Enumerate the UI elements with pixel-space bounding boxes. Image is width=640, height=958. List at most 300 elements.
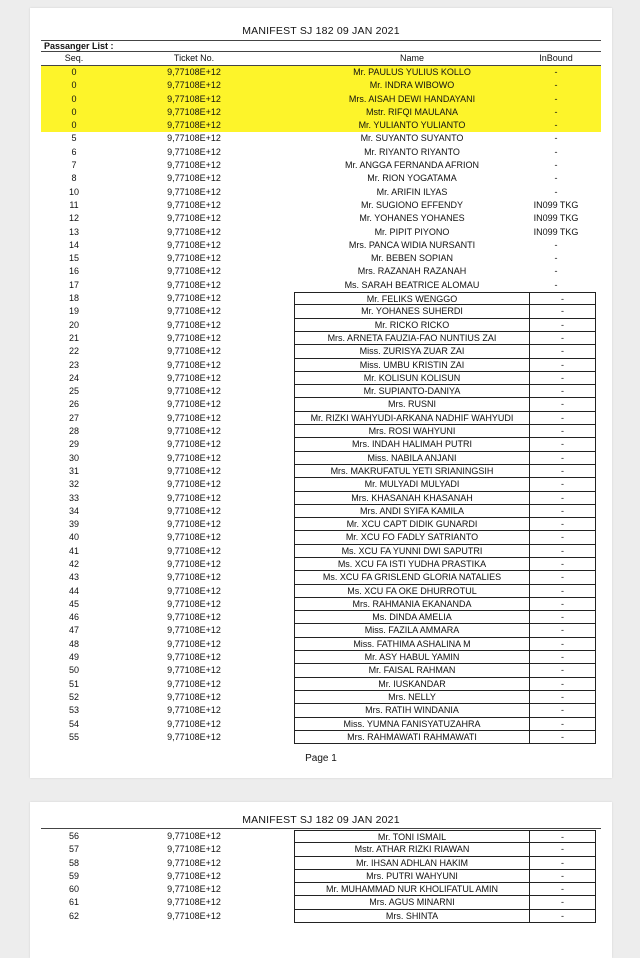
inbound-cell: - xyxy=(530,531,596,544)
table-row xyxy=(41,678,601,691)
seq-cell: 0 xyxy=(71,67,77,77)
inbound-cell: - xyxy=(530,704,596,717)
table-row xyxy=(41,212,601,225)
seq-cell: 56 xyxy=(68,831,79,841)
ticket-cell: 9,77108E+12 xyxy=(167,652,221,663)
name-cell: Mrs. RAHMAWATI RAHMAWATI xyxy=(294,731,530,744)
ticket-cell: 9,77108E+12 xyxy=(167,332,221,343)
seq-cell: 59 xyxy=(68,870,79,881)
ticket-cell: 9,77108E+12 xyxy=(167,598,221,609)
inbound-cell: - xyxy=(530,359,596,372)
table-row xyxy=(41,319,601,332)
ticket-cell: 9,77108E+12 xyxy=(167,479,221,490)
name-cell: Mrs. NELLY xyxy=(294,691,530,704)
name-cell: Ms. SARAH BEATRICE ALOMAU xyxy=(344,279,480,290)
seq-cell: 0 xyxy=(71,93,77,104)
inbound-cell: - xyxy=(530,870,596,883)
inbound-cell: - xyxy=(530,425,596,438)
table-row xyxy=(41,93,601,106)
name-cell: Mrs. KHASANAH KHASANAH xyxy=(294,492,530,505)
name-cell: Mstr. RIFQI MAULANA xyxy=(365,106,458,117)
ticket-cell: 9,77108E+12 xyxy=(167,80,221,91)
table-row xyxy=(41,172,601,185)
inbound-cell: - xyxy=(530,452,596,465)
table-row xyxy=(41,731,601,744)
seq-cell: 6 xyxy=(71,146,77,157)
inbound-cell: - xyxy=(530,492,596,505)
name-cell: Mrs. AISAH DEWI HANDAYANI xyxy=(348,93,476,104)
name-cell: Ms. XCU FA ISTI YUDHA PRASTIKA xyxy=(294,558,530,571)
name-cell: Mrs. RAZANAH RAZANAH xyxy=(357,266,467,277)
inbound-cell: - xyxy=(530,305,596,318)
inbound-cell: - xyxy=(554,279,558,290)
ticket-cell: 9,77108E+12 xyxy=(167,705,221,716)
name-cell: Mr. RIZKI WAHYUDI-ARKANA NADHIF WAHYUDI xyxy=(294,412,530,425)
inbound-cell: - xyxy=(530,478,596,491)
table-row xyxy=(41,345,601,358)
header-name: Name xyxy=(399,53,424,63)
ticket-cell: 9,77108E+12 xyxy=(167,678,221,689)
name-cell: Ms. XCU FA OKE DHURROTUL xyxy=(294,585,530,598)
inbound-cell: - xyxy=(554,80,558,91)
inbound-cell: - xyxy=(530,731,596,744)
ticket-cell: 9,77108E+12 xyxy=(167,120,221,131)
name-cell: Mr. FELIKS WENGGO xyxy=(294,292,530,305)
name-cell: Miss. NABILA ANJANI xyxy=(294,452,530,465)
table-row xyxy=(41,398,601,411)
inbound-cell: - xyxy=(530,830,596,843)
inbound-cell: - xyxy=(530,385,596,398)
seq-cell: 0 xyxy=(71,80,77,91)
table-row xyxy=(41,611,601,624)
seq-cell: 29 xyxy=(68,439,79,450)
ticket-cell: 9,77108E+12 xyxy=(167,870,221,881)
ticket-cell: 9,77108E+12 xyxy=(167,519,221,530)
seq-cell: 49 xyxy=(68,652,79,663)
inbound-cell: - xyxy=(530,319,596,332)
table-row xyxy=(41,883,601,896)
table-row xyxy=(41,372,601,385)
seq-cell: 28 xyxy=(68,426,79,437)
name-cell: Mr. IUSKANDAR xyxy=(294,678,530,691)
table-row xyxy=(41,545,601,558)
table-row xyxy=(41,132,601,145)
seq-cell: 13 xyxy=(68,226,79,237)
name-cell: Mr. SUGIONO EFFENDY xyxy=(360,199,463,210)
seq-cell: 5 xyxy=(71,133,77,144)
ticket-cell: 9,77108E+12 xyxy=(167,452,221,463)
table-row xyxy=(41,478,601,491)
inbound-cell: - xyxy=(530,638,596,651)
name-cell: Mr. PAULUS YULIUS KOLLO xyxy=(353,67,471,77)
ticket-cell: 9,77108E+12 xyxy=(167,160,221,171)
ticket-cell: 9,77108E+12 xyxy=(167,884,221,895)
inbound-cell: - xyxy=(554,160,558,171)
seq-cell: 15 xyxy=(68,253,79,264)
seq-cell: 42 xyxy=(68,558,79,569)
seq-cell: 52 xyxy=(68,691,79,702)
name-cell: Mrs. ARNETA FAUZIA-FAO NUNTIUS ZAI xyxy=(294,332,530,345)
seq-cell: 46 xyxy=(68,612,79,623)
table-row xyxy=(41,186,601,199)
table-row xyxy=(41,119,601,132)
inbound-cell: IN099 TKG xyxy=(533,213,579,224)
table-row xyxy=(41,651,601,664)
ticket-cell: 9,77108E+12 xyxy=(167,412,221,423)
seq-cell: 20 xyxy=(68,319,79,330)
seq-cell: 26 xyxy=(68,399,79,410)
name-cell: Mr. RIYANTO RIYANTO xyxy=(364,146,460,157)
name-cell: Mr. KOLISUN KOLISUN xyxy=(294,372,530,385)
seq-cell: 43 xyxy=(68,572,79,583)
manifest-page-1 xyxy=(30,8,612,778)
name-cell: Miss. YUMNA FANISYATUZAHRA xyxy=(294,718,530,731)
inbound-cell: IN099 TKG xyxy=(533,199,579,210)
table-row xyxy=(41,910,601,923)
inbound-cell: - xyxy=(530,545,596,558)
table-row xyxy=(41,896,601,909)
table-row xyxy=(41,691,601,704)
name-cell: Mr. XCU CAPT DIDIK GUNARDI xyxy=(294,518,530,531)
inbound-cell: - xyxy=(530,718,596,731)
ticket-cell: 9,77108E+12 xyxy=(167,492,221,503)
inbound-cell: - xyxy=(554,120,558,131)
name-cell: Mrs. PUTRI WAHYUNI xyxy=(294,870,530,883)
name-cell: Mr. ARIFIN ILYAS xyxy=(376,186,448,197)
seq-cell: 23 xyxy=(68,359,79,370)
seq-cell: 32 xyxy=(68,479,79,490)
ticket-cell: 9,77108E+12 xyxy=(167,545,221,556)
name-cell: Miss. ZURISYA ZUAR ZAI xyxy=(294,345,530,358)
inbound-cell: - xyxy=(530,598,596,611)
table-row xyxy=(41,505,601,518)
name-cell: Mstr. ATHAR RIZKI RIAWAN xyxy=(294,843,530,856)
seq-cell: 47 xyxy=(68,625,79,636)
inbound-cell: - xyxy=(554,67,558,77)
ticket-cell: 9,77108E+12 xyxy=(167,253,221,264)
table-row xyxy=(41,66,601,79)
seq-cell: 57 xyxy=(68,844,79,855)
name-cell: Ms. XCU FA YUNNI DWI SAPUTRI xyxy=(294,545,530,558)
ticket-cell: 9,77108E+12 xyxy=(167,731,221,742)
name-cell: Mr. TONI ISMAIL xyxy=(294,830,530,843)
name-cell: Mr. INDRA WIBOWO xyxy=(369,80,455,91)
inbound-cell: - xyxy=(530,843,596,856)
seq-cell: 50 xyxy=(68,665,79,676)
ticket-cell: 9,77108E+12 xyxy=(167,426,221,437)
table-row xyxy=(41,870,601,883)
name-cell: Mr. FAISAL RAHMAN xyxy=(294,664,530,677)
ticket-cell: 9,77108E+12 xyxy=(167,399,221,410)
table-row xyxy=(41,664,601,677)
ticket-cell: 9,77108E+12 xyxy=(167,359,221,370)
passenger-table xyxy=(41,66,601,744)
name-cell: Ms. XCU FA GRISLEND GLORIA NATALIES xyxy=(294,571,530,584)
table-row xyxy=(41,857,601,870)
seq-cell: 30 xyxy=(68,452,79,463)
ticket-cell: 9,77108E+12 xyxy=(167,910,221,921)
ticket-cell: 9,77108E+12 xyxy=(167,718,221,729)
seq-cell: 40 xyxy=(68,532,79,543)
table-row xyxy=(41,704,601,717)
inbound-cell: - xyxy=(530,571,596,584)
header-ticket: Ticket No. xyxy=(173,53,215,63)
name-cell: Mrs. RATIH WINDANIA xyxy=(294,704,530,717)
table-row xyxy=(41,265,601,278)
ticket-cell: 9,77108E+12 xyxy=(167,844,221,855)
name-cell: Mrs. MAKRUFATUL YETI SRIANINGSIH xyxy=(294,465,530,478)
inbound-cell: - xyxy=(530,585,596,598)
seq-cell: 12 xyxy=(68,213,79,224)
table-row xyxy=(41,558,601,571)
ticket-cell: 9,77108E+12 xyxy=(167,279,221,290)
name-cell: Mr. IHSAN ADHLAN HAKIM xyxy=(294,857,530,870)
ticket-cell: 9,77108E+12 xyxy=(167,372,221,383)
ticket-cell: 9,77108E+12 xyxy=(167,293,221,304)
inbound-cell: - xyxy=(530,651,596,664)
manifest-page-2 xyxy=(30,802,612,958)
seq-cell: 16 xyxy=(68,266,79,277)
passenger-table xyxy=(41,830,601,923)
seq-cell: 60 xyxy=(68,884,79,895)
ticket-cell: 9,77108E+12 xyxy=(167,612,221,623)
name-cell: Mr. SUPIANTO-DANIYA xyxy=(294,385,530,398)
ticket-cell: 9,77108E+12 xyxy=(167,93,221,104)
inbound-cell: IN099 TKG xyxy=(533,226,579,237)
ticket-cell: 9,77108E+12 xyxy=(167,638,221,649)
name-cell: Mr. RICKO RICKO xyxy=(294,319,530,332)
inbound-cell: - xyxy=(530,398,596,411)
inbound-cell: - xyxy=(530,558,596,571)
table-row xyxy=(41,252,601,265)
seq-cell: 34 xyxy=(68,505,79,516)
table-row xyxy=(41,226,601,239)
name-cell: Miss. FATHIMA ASHALINA M xyxy=(294,638,530,651)
ticket-cell: 9,77108E+12 xyxy=(167,106,221,117)
table-row xyxy=(41,638,601,651)
inbound-cell: - xyxy=(554,266,558,277)
inbound-cell: - xyxy=(530,412,596,425)
inbound-cell: - xyxy=(530,518,596,531)
seq-cell: 10 xyxy=(68,186,79,197)
seq-cell: 22 xyxy=(68,346,79,357)
seq-cell: 39 xyxy=(68,519,79,530)
ticket-cell: 9,77108E+12 xyxy=(167,266,221,277)
seq-cell: 0 xyxy=(71,120,77,131)
table-row xyxy=(41,305,601,318)
header-seq: Seq. xyxy=(64,53,84,63)
inbound-cell: - xyxy=(530,857,596,870)
ticket-cell: 9,77108E+12 xyxy=(167,532,221,543)
table-row xyxy=(41,624,601,637)
seq-cell: 25 xyxy=(68,386,79,397)
inbound-cell: - xyxy=(530,611,596,624)
seq-cell: 45 xyxy=(68,598,79,609)
name-cell: Mr. ASY HABUL YAMIN xyxy=(294,651,530,664)
table-row xyxy=(41,79,601,92)
seq-cell: 31 xyxy=(68,465,79,476)
name-cell: Mrs. SHINTA xyxy=(294,910,530,923)
ticket-cell: 9,77108E+12 xyxy=(167,897,221,908)
seq-cell: 11 xyxy=(69,199,79,210)
seq-cell: 58 xyxy=(68,857,79,868)
manifest-title: MANIFEST SJ 182 09 JAN 2021 xyxy=(242,25,400,37)
name-cell: Mr. RION YOGATAMA xyxy=(367,173,457,184)
name-cell: Mrs. INDAH HALIMAH PUTRI xyxy=(294,438,530,451)
inbound-cell: - xyxy=(530,624,596,637)
manifest-title: MANIFEST SJ 182 09 JAN 2021 xyxy=(242,814,400,826)
seq-cell: 54 xyxy=(68,718,79,729)
seq-cell: 21 xyxy=(68,332,79,343)
seq-cell: 33 xyxy=(68,492,79,503)
table-row xyxy=(41,279,601,292)
seq-cell: 7 xyxy=(71,160,77,171)
seq-cell: 24 xyxy=(68,372,79,383)
name-cell: Mr. MULYADI MULYADI xyxy=(294,478,530,491)
divider xyxy=(41,828,601,829)
name-cell: Mrs. PANCA WIDIA NURSANTI xyxy=(348,239,476,250)
ticket-cell: 9,77108E+12 xyxy=(167,691,221,702)
inbound-cell: - xyxy=(530,465,596,478)
ticket-cell: 9,77108E+12 xyxy=(167,625,221,636)
name-cell: Mrs. ROSI WAHYUNI xyxy=(294,425,530,438)
ticket-cell: 9,77108E+12 xyxy=(167,173,221,184)
inbound-cell: - xyxy=(530,332,596,345)
inbound-cell: - xyxy=(530,678,596,691)
inbound-cell: - xyxy=(554,93,558,104)
seq-cell: 53 xyxy=(68,705,79,716)
name-cell: Mrs. ANDI SYIFA KAMILA xyxy=(294,505,530,518)
table-row xyxy=(41,106,601,119)
inbound-cell: - xyxy=(530,883,596,896)
name-cell: Mr. XCU FO FADLY SATRIANTO xyxy=(294,531,530,544)
ticket-cell: 9,77108E+12 xyxy=(167,213,221,224)
table-row xyxy=(41,465,601,478)
ticket-cell: 9,77108E+12 xyxy=(167,558,221,569)
ticket-cell: 9,77108E+12 xyxy=(167,505,221,516)
ticket-cell: 9,77108E+12 xyxy=(167,146,221,157)
table-row xyxy=(41,292,601,305)
table-row xyxy=(41,452,601,465)
table-row xyxy=(41,425,601,438)
ticket-cell: 9,77108E+12 xyxy=(167,306,221,317)
divider xyxy=(41,40,601,41)
ticket-cell: 9,77108E+12 xyxy=(167,346,221,357)
table-row xyxy=(41,598,601,611)
page-number: Page 1 xyxy=(305,753,337,764)
name-cell: Mrs. AGUS MINARNI xyxy=(294,896,530,909)
ticket-cell: 9,77108E+12 xyxy=(167,857,221,868)
table-row xyxy=(41,531,601,544)
ticket-cell: 9,77108E+12 xyxy=(167,133,221,144)
ticket-cell: 9,77108E+12 xyxy=(167,386,221,397)
seq-cell: 19 xyxy=(68,306,79,317)
inbound-cell: - xyxy=(530,372,596,385)
passenger-list-label: Passanger List : xyxy=(44,41,114,51)
inbound-cell: - xyxy=(554,106,558,117)
seq-cell: 61 xyxy=(68,897,79,908)
seq-cell: 18 xyxy=(68,293,79,304)
ticket-cell: 9,77108E+12 xyxy=(167,226,221,237)
table-row xyxy=(41,438,601,451)
name-cell: Mr. MUHAMMAD NUR KHOLIFATUL AMIN xyxy=(294,883,530,896)
name-cell: Miss. FAZILA AMMARA xyxy=(294,624,530,637)
seq-cell: 0 xyxy=(71,106,77,117)
seq-cell: 14 xyxy=(68,239,79,250)
ticket-cell: 9,77108E+12 xyxy=(167,186,221,197)
header-inbound: InBound xyxy=(539,53,573,63)
inbound-cell: - xyxy=(554,239,558,250)
seq-cell: 17 xyxy=(68,279,79,290)
ticket-cell: 9,77108E+12 xyxy=(167,572,221,583)
name-cell: Mrs. RAHMANIA EKANANDA xyxy=(294,598,530,611)
table-row xyxy=(41,239,601,252)
inbound-cell: - xyxy=(530,505,596,518)
inbound-cell: - xyxy=(530,896,596,909)
inbound-cell: - xyxy=(530,691,596,704)
ticket-cell: 9,77108E+12 xyxy=(167,67,221,77)
inbound-cell: - xyxy=(554,133,558,144)
inbound-cell: - xyxy=(530,664,596,677)
name-cell: Miss. UMBU KRISTIN ZAI xyxy=(294,359,530,372)
seq-cell: 55 xyxy=(68,731,79,742)
name-cell: Mr. BEBEN SOPIAN xyxy=(370,253,454,264)
inbound-cell: - xyxy=(554,186,558,197)
inbound-cell: - xyxy=(554,253,558,264)
ticket-cell: 9,77108E+12 xyxy=(167,319,221,330)
inbound-cell: - xyxy=(554,146,558,157)
inbound-cell: - xyxy=(530,345,596,358)
ticket-cell: 9,77108E+12 xyxy=(167,239,221,250)
ticket-cell: 9,77108E+12 xyxy=(167,465,221,476)
ticket-cell: 9,77108E+12 xyxy=(167,831,221,841)
ticket-cell: 9,77108E+12 xyxy=(167,199,221,210)
name-cell: Mr. PIPIT PIYONO xyxy=(374,226,450,237)
table-row xyxy=(41,159,601,172)
ticket-cell: 9,77108E+12 xyxy=(167,665,221,676)
name-cell: Mr. SUYANTO SUYANTO xyxy=(360,133,464,144)
table-row xyxy=(41,718,601,731)
seq-cell: 27 xyxy=(68,412,79,423)
table-header xyxy=(41,52,601,65)
table-row xyxy=(41,843,601,856)
table-row xyxy=(41,830,601,843)
table-row xyxy=(41,412,601,425)
table-row xyxy=(41,518,601,531)
table-row xyxy=(41,585,601,598)
seq-cell: 62 xyxy=(68,910,79,921)
table-row xyxy=(41,571,601,584)
name-cell: Mrs. RUSNI xyxy=(294,398,530,411)
name-cell: Mr. YULIANTO YULIANTO xyxy=(358,120,466,131)
seq-cell: 41 xyxy=(68,545,79,556)
name-cell: Mr. ANGGA FERNANDA AFRION xyxy=(344,160,480,171)
name-cell: Ms. DINDA AMELIA xyxy=(294,611,530,624)
table-row xyxy=(41,146,601,159)
seq-cell: 8 xyxy=(71,173,77,184)
table-row xyxy=(41,332,601,345)
table-row xyxy=(41,199,601,212)
ticket-cell: 9,77108E+12 xyxy=(167,585,221,596)
seq-cell: 48 xyxy=(68,638,79,649)
ticket-cell: 9,77108E+12 xyxy=(167,439,221,450)
inbound-cell: - xyxy=(530,292,596,305)
table-row xyxy=(41,385,601,398)
table-row xyxy=(41,359,601,372)
seq-cell: 44 xyxy=(68,585,79,596)
name-cell: Mr. YOHANES YOHANES xyxy=(359,213,465,224)
seq-cell: 51 xyxy=(68,678,79,689)
